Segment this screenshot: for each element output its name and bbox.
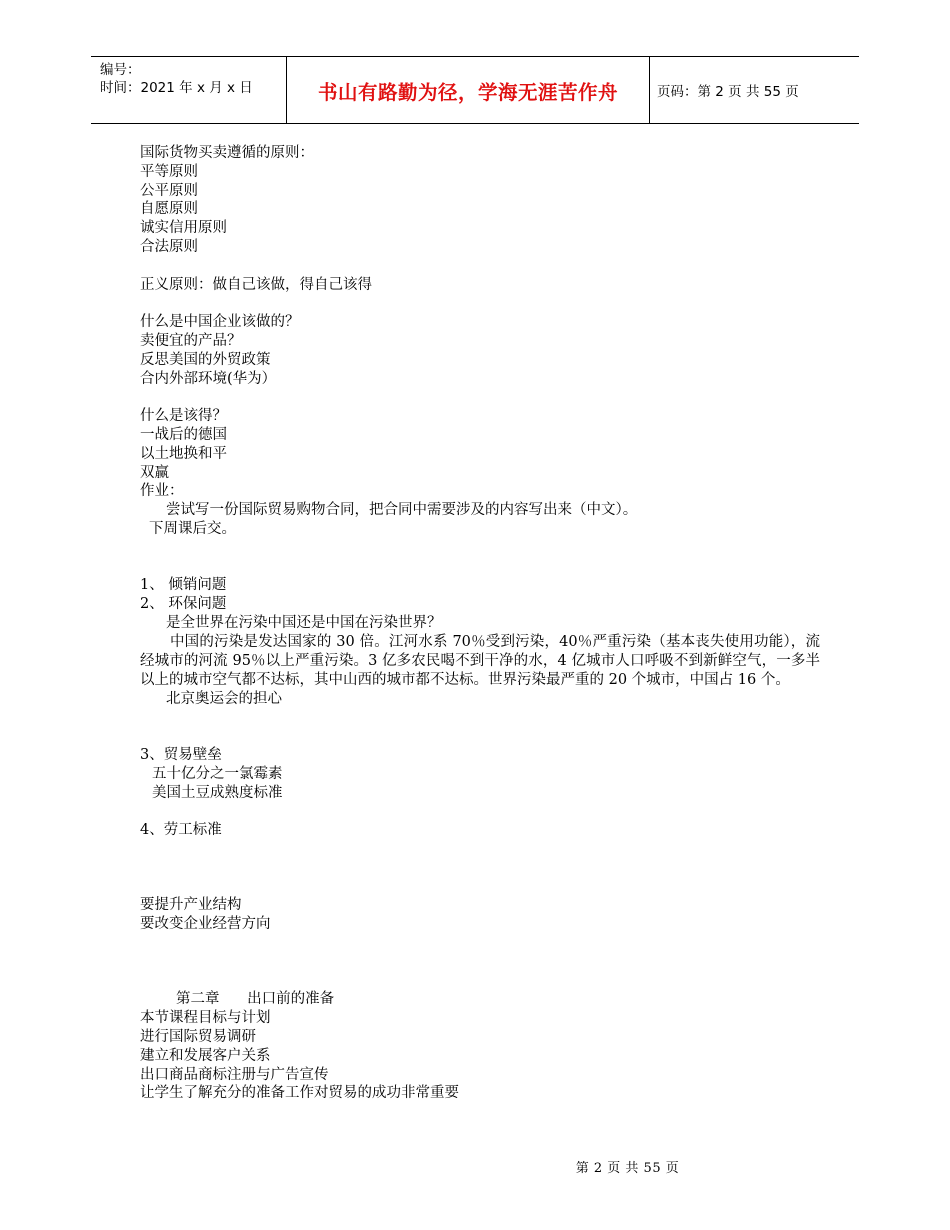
document-body: [140, 144, 820, 1103]
principle-item: 自愿原则: [140, 201, 198, 218]
principle-item: 合法原则: [140, 238, 198, 255]
should-do-item: 合内外部环境(华为）: [140, 370, 277, 387]
page-header: [91, 56, 859, 124]
chapter-item: 建立和发展客户关系: [140, 1047, 271, 1064]
homework-due: 下周课后交。: [149, 520, 236, 537]
homework-label: 作业：: [140, 483, 184, 500]
environment-question: 是全世界在污染中国还是中国在污染世界？: [166, 614, 442, 631]
principle-item: 诚实信用原则: [140, 220, 227, 237]
header-meta: [100, 61, 253, 97]
header-page-info: 页码：第 2 页 共 55 页: [657, 84, 799, 100]
should-get-title: 什么是该得？: [140, 408, 227, 425]
should-do-title: 什么是中国企业该做的？: [140, 314, 300, 331]
justice-principle: 正义原则：做自己该做，得自己该得: [140, 276, 372, 293]
doc-number-label: 编号：: [100, 62, 141, 78]
should-do-item: 卖便宜的产品？: [140, 332, 242, 349]
should-get-item: 以土地换和平: [140, 445, 227, 462]
should-do-item: 反思美国的外贸政策: [140, 351, 271, 368]
issue-dumping: 1、 倾销问题: [140, 577, 227, 594]
doc-time-label: 时间：2021 年 x 月 x 日: [100, 80, 253, 96]
header-motto: 书山有路勤为径，学海无涯苦作舟: [317, 81, 618, 104]
principle-item: 平等原则: [140, 163, 198, 180]
should-get-item: 双赢: [140, 464, 169, 481]
issue-labor-standards: 4、劳工标准: [140, 822, 222, 839]
homework-text: 尝试写一份国际贸易购物合同，把合同中需要涉及的内容写出来（中文）。: [166, 502, 638, 519]
page-footer: 第 2 页 共 55 页: [575, 1161, 680, 1176]
chapter-item: 本节课程目标与计划: [140, 1010, 271, 1027]
environment-paragraph: 中国的污染是发达国家的 30 倍。江河水系 70％受到污染，40％严重污染（基本丧失使用功能），流经城市的河流 95％以上严重污染。3 亿多农民喝不到干净的水，4 亿城市人口呼吸不到新鲜空气，一多半以上的城市空气都不达标，其中山西的城市都不达标。世界污染最严重的 20 个城市，中国占 16 个。: [140, 633, 820, 688]
chapter-title: 第二章 出口前的准备: [176, 991, 335, 1008]
issue-environment: 2、 环保问题: [140, 596, 227, 613]
principle-item: 公平原则: [140, 182, 198, 199]
barrier-item: 美国土豆成熟度标准: [152, 784, 283, 801]
principles-title: 国际货物买卖遵循的原则：: [140, 145, 314, 161]
chapter-item: 出口商品商标注册与广告宣传: [140, 1066, 329, 1083]
header-divider: [649, 57, 650, 123]
issue-trade-barriers: 3、贸易壁垒: [140, 747, 222, 764]
improve-item: 要提升产业结构: [140, 897, 242, 914]
chapter-item: 进行国际贸易调研: [140, 1029, 256, 1046]
should-get-item: 一战后的德国: [140, 426, 227, 443]
barrier-item: 五十亿分之一氯霉素: [152, 765, 283, 782]
improve-item: 要改变企业经营方向: [140, 916, 271, 933]
chapter-item: 让学生了解充分的准备工作对贸易的成功非常重要: [140, 1085, 459, 1102]
olympics-concern: 北京奥运会的担心: [166, 690, 282, 707]
